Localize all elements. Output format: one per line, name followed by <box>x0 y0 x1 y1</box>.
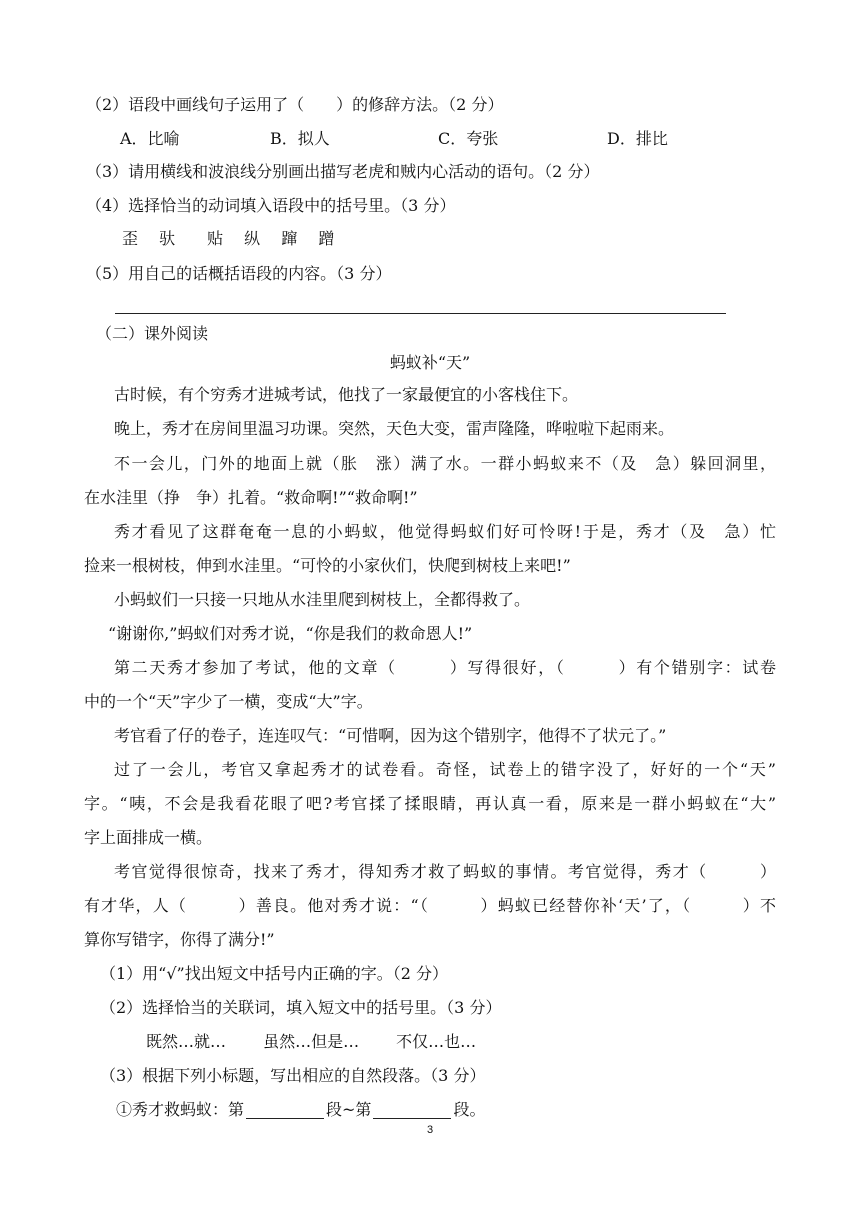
paragraph-7-line-2: 中的一个“天”字少了一横，变成“大”字。 <box>84 692 373 711</box>
paragraph-4-line-2: 捡来一根树枝，伸到水洼里。“可怜的小家伙们，快爬到树枝上来吧!” <box>84 556 571 575</box>
reading-question-2: （2）选择恰当的关联词，填入短文中的括号里。（3 分） <box>100 998 502 1017</box>
question-2: （2）语段中画线句子运用了（ ）的修辞方法。（2 分） <box>86 95 504 114</box>
question-3: （3）请用横线和波浪线分别画出描写老虎和贼内心活动的语句。（2 分） <box>86 162 600 181</box>
paragraph-3-line-1: 不一会儿，门外的地面上就（胀 涨）满了水。一群小蚂蚁来不（及 急）躲回洞里， <box>114 454 776 473</box>
item-mid: 段~第 <box>326 1100 372 1119</box>
paragraph-2: 晚上，秀才在房间里温习功课。突然，天色大变，雷声隆隆，哗啦啦下起雨来。 <box>114 419 675 438</box>
item-prefix: ①秀才救蚂蚁：第 <box>116 1100 245 1119</box>
reading-question-1: （1）用“√”找出短文中括号内正确的字。（2 分） <box>100 964 449 983</box>
paragraph-9-line-2: 字。“咦，不会是我看花眼了吧?考官揉了揉眼睛，再认真一看，原来是一群小蚂蚁在“大” <box>84 794 776 813</box>
answer-line <box>115 313 726 314</box>
question-4: （4）选择恰当的动词填入语段中的括号里。（3 分） <box>86 196 456 215</box>
paragraph-3-line-2: 在水洼里（挣 争）扎着。“救命啊!”“救命啊!” <box>84 488 418 507</box>
option-b: B．拟人 <box>270 129 330 148</box>
paragraph-10-line-1: 考官觉得很惊奇，找来了秀才，得知秀才救了蚂蚁的事情。考官觉得，秀才（ ） <box>114 862 776 881</box>
option-d: D．排比 <box>607 129 668 148</box>
reading-question-3-item <box>116 1099 485 1121</box>
reading-question-3: （3）根据下列小标题，写出相应的自然段落。（3 分） <box>100 1066 486 1085</box>
paragraph-9-line-3: 字上面排成一横。 <box>84 828 213 847</box>
page-number: 3 <box>426 1124 434 1136</box>
paragraph-7-line-1: 第二天秀才参加了考试，他的文章（ ）写得很好，（ ）有个错别字：试卷 <box>114 658 776 677</box>
paragraph-5: 小蚂蚁们一只接一只地从水洼里爬到树枝上，全都得救了。 <box>114 590 531 609</box>
paragraph-8: 考官看了仔的卷子，连连叹气：“可惜啊，因为这个错别字，他得不了状元了。” <box>114 726 667 745</box>
question-5: （5）用自己的话概括语段的内容。（3 分） <box>86 264 392 283</box>
paragraph-10-line-3: 算你写错字，你得了满分!” <box>84 930 275 949</box>
story-title: 蚂蚁补“天” <box>389 353 471 372</box>
verb-choices: 歪 驮 贴 纵 蹿 蹭 <box>122 229 335 248</box>
section-title: （二）课外阅读 <box>96 324 209 343</box>
option-a: A．比喻 <box>120 129 180 148</box>
item-suffix: 段。 <box>453 1100 486 1119</box>
answer-blank-2[interactable] <box>373 1102 451 1119</box>
paragraph-9-line-1: 过了一会儿，考官又拿起秀才的试卷看。奇怪，试卷上的错字没了，好好的一个“天” <box>114 760 776 779</box>
paragraph-4-line-1: 秀才看见了这群奄奄一息的小蚂蚁，他觉得蚂蚁们好可怜呀!于是，秀才（及 急）忙 <box>114 522 776 541</box>
paragraph-6: “谢谢你,”蚂蚁们对秀才说，“你是我们的救命恩人!” <box>108 624 473 643</box>
conjunction-choices: 既然…就… 虽然…但是… 不仅…也… <box>146 1032 477 1051</box>
answer-blank-1[interactable] <box>246 1102 324 1119</box>
paragraph-10-line-2: 有才华，人（ ）善良。他对秀才说：“（ ）蚂蚁已经替你补‘天’了，（ ）不 <box>84 896 776 915</box>
option-c: C．夸张 <box>438 129 499 148</box>
paragraph-1: 古时候，有个穷秀才进城考试，他找了一家最便宜的小客栈住下。 <box>114 385 579 404</box>
